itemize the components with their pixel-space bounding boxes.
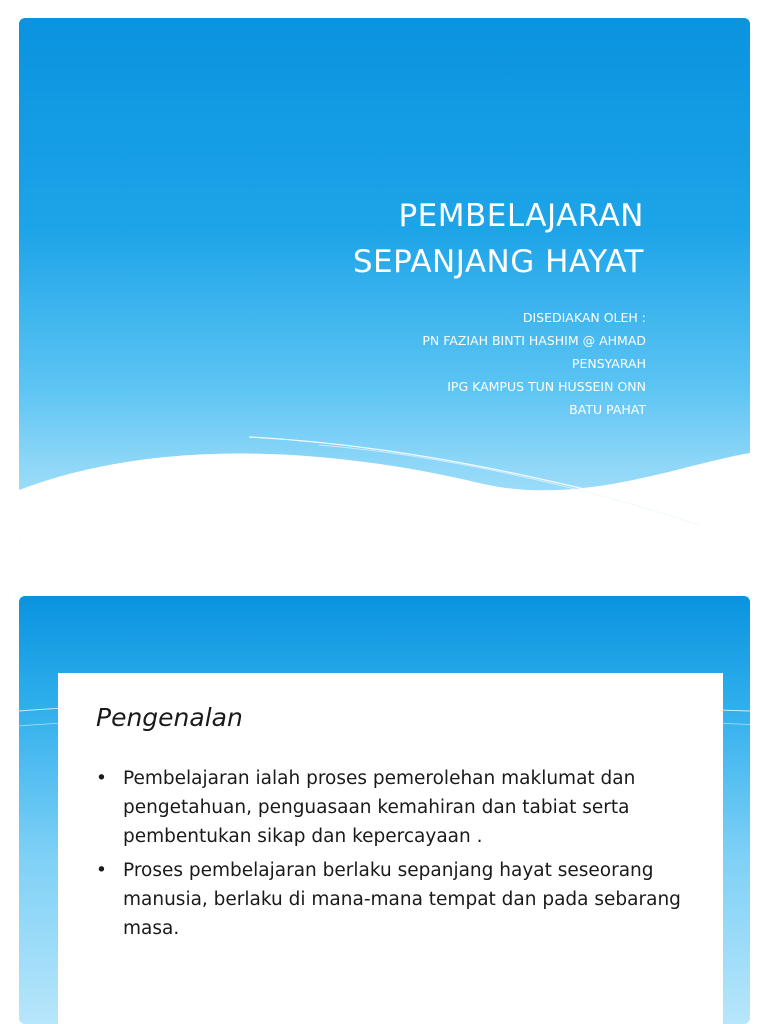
slide-title — [19, 18, 750, 545]
slide-introduction — [19, 596, 750, 1024]
wave-decoration — [19, 425, 750, 545]
subtitle-line-5: BATU PAHAT — [569, 402, 646, 417]
bullet-list — [96, 764, 711, 948]
subtitle-line-2: PN FAZIAH BINTI HASHIM @ AHMAD — [422, 333, 646, 348]
bullet-item-2 — [96, 856, 711, 943]
bullet-text-2: Proses pembelajaran berlaku sepanjang hayat seseorang manusia, berlaku di mana-mana tempat dan pada sebarang masa. — [123, 860, 681, 939]
bullet-icon: • — [96, 860, 107, 881]
subtitle-line-1: DISEDIAKAN OLEH : — [522, 310, 646, 325]
subtitle-line-4: IPG KAMPUS TUN HUSSEIN ONN — [447, 379, 646, 394]
title-line-1: PEMBELAJARAN — [398, 198, 644, 234]
subtitle-line-3: PENSYARAH — [571, 356, 646, 371]
presenter-info — [422, 306, 646, 421]
bullet-text-1: Pembelajaran ialah proses pemerolehan maklumat dan pengetahuan, penguasaan kemahiran dan tabiat serta pembentukan sikap dan kepercayaan . — [123, 768, 636, 847]
bullet-item-1 — [96, 764, 711, 851]
slide-heading: Pengenalan — [96, 703, 243, 732]
bullet-icon: • — [96, 768, 107, 789]
content-panel — [58, 673, 723, 1024]
presentation-title — [353, 193, 644, 285]
title-line-2: SEPANJANG HAYAT — [352, 244, 644, 280]
